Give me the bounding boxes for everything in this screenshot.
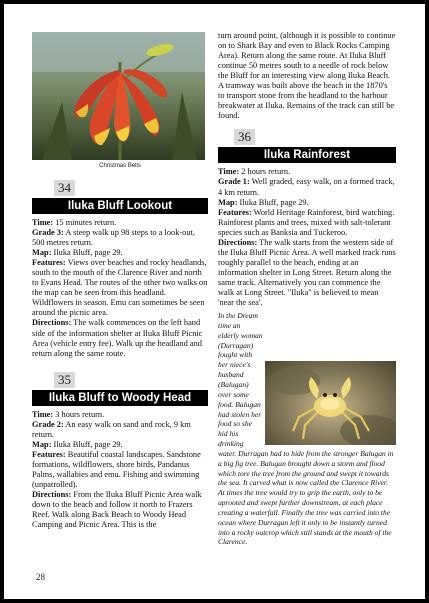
section-34-number-wrap [54, 179, 208, 197]
section-35-continued: turn around point, (although it is possible to continue on to Shark Bay and even to Black Rocks Camping Area). Return along the same route. At Iluka Bluff continue 50 metres south to a needle of rock below the Bluff for an interesting view along Iluka Beach. A tramway was built above the beach in the 1870's to transport stone from the headland to the harbour breakwater at Iluka. Remains of the track can still be found. [218, 31, 396, 121]
section-35-number: 35 [54, 372, 75, 388]
page-number: 28 [36, 572, 45, 582]
section-35-title: Iluka Bluff to Woody Head [32, 390, 208, 406]
photo-caption: Christmas Bells [99, 163, 141, 169]
s36-para: Map: Iluka Bluff, page 29. [218, 197, 309, 207]
s34-para: Map: Iluka Bluff, page 29. [32, 248, 123, 258]
section-35-number-wrap [54, 371, 208, 389]
section-36-number: 36 [234, 129, 255, 145]
s35-para: Time: 3 hours return. [32, 409, 105, 419]
s35-para: Directions: From the Iluka Bluff Picnic Area walk down to the beach and follow it north to Frazers Reef. Walk along Back Beach to Woody Head Camping and Picnic Area. This is the [32, 490, 202, 530]
crab-photo [265, 361, 396, 445]
left-column [32, 32, 208, 530]
s34-para: Features: Views over beaches and rocky headlands, south to the mouth of the Clarence River and north to Evans Head. The routes of the other two walks on the map can be seen from this headland. Wildflowers in season. Emu can sometimes be seen around the picnic area. [32, 258, 208, 318]
s36-para: Features: World Heritage Rainforest, bird watching. Rainforest plants and trees, mixed with salt-tolerant species such as Banksia and Tuckeroo. [218, 207, 395, 237]
s36-para: Time: 2 hours return. [218, 167, 291, 177]
section-35-body [32, 410, 208, 531]
section-34-body [32, 218, 208, 359]
section-36-number-wrap [234, 128, 396, 146]
page [4, 4, 425, 599]
s34-para: Time: 15 minutes return. [32, 218, 117, 227]
section-34-title: Iluka Bluff Lookout [32, 198, 208, 214]
s35-para: Map: Iluka Bluff, page 29. [32, 439, 123, 449]
s36-para: Directions: The walk starts from the western side of the Iluka Bluff Picnic Area. A well marked track runs roughly parallel to the beach, ending at an information shelter in Long Street. Return along the same track. Alternatively you can commence the walk at Long Street. "Iluka" is believed to mean 'near the sea'. [218, 237, 396, 308]
s34-para: Directions: The walk commences on the left hand side of the information shelter at Iluka Bluff Picnic Area (vehicle entry fee). Walk up the headland and return along the same route. [32, 318, 203, 358]
s35-para: Features: Beautiful coastal landscapes. Sandstone formations, wildflowers, shore birds, Pandanus Palms, wallabies and emu. Fishing and swimming (unpatrolled). [32, 449, 201, 489]
right-column [218, 31, 396, 547]
s35-para: Grade 2: An easy walk on sand and rock, 9 km return. [32, 419, 191, 439]
s34-para: Grade 3: A steep walk up 98 steps to a look-out, 500 metres return. [32, 228, 195, 248]
dreamtime-story-text: In the Dream time an elderly woman (Durragan) fought with her niece's husband (Balugan) over some food. Balugan had stolen her food so she hid his drinking water. Durragan had to hide from the stronger Balugan in a big fig tree. Balugan brought down a storm and flood which tore the tree from the ground and swept it towards the sea. It carved what is now called the Clarence River. At times the tree would try to grip the earth, only to be uprooted and swept further downstream, at each place creating a waterfall. Finally the tree was carried into the ocean where Durragan left it only to be instantly turned into a rocky outcrop which still stands at the mouth of the Clarence. [218, 311, 394, 547]
christmas-bells-flower-icon [32, 32, 205, 160]
christmas-bells-photo [32, 32, 205, 160]
section-36-body [218, 167, 396, 308]
dreamtime-story [218, 311, 396, 547]
s36-para: Grade 1: Well graded, easy walk, on a formed track, 4 km return. [218, 177, 395, 197]
crab-icon [265, 361, 396, 445]
section-34-number: 34 [54, 180, 75, 196]
section-36-title: Iluka Rainforest [218, 147, 396, 163]
